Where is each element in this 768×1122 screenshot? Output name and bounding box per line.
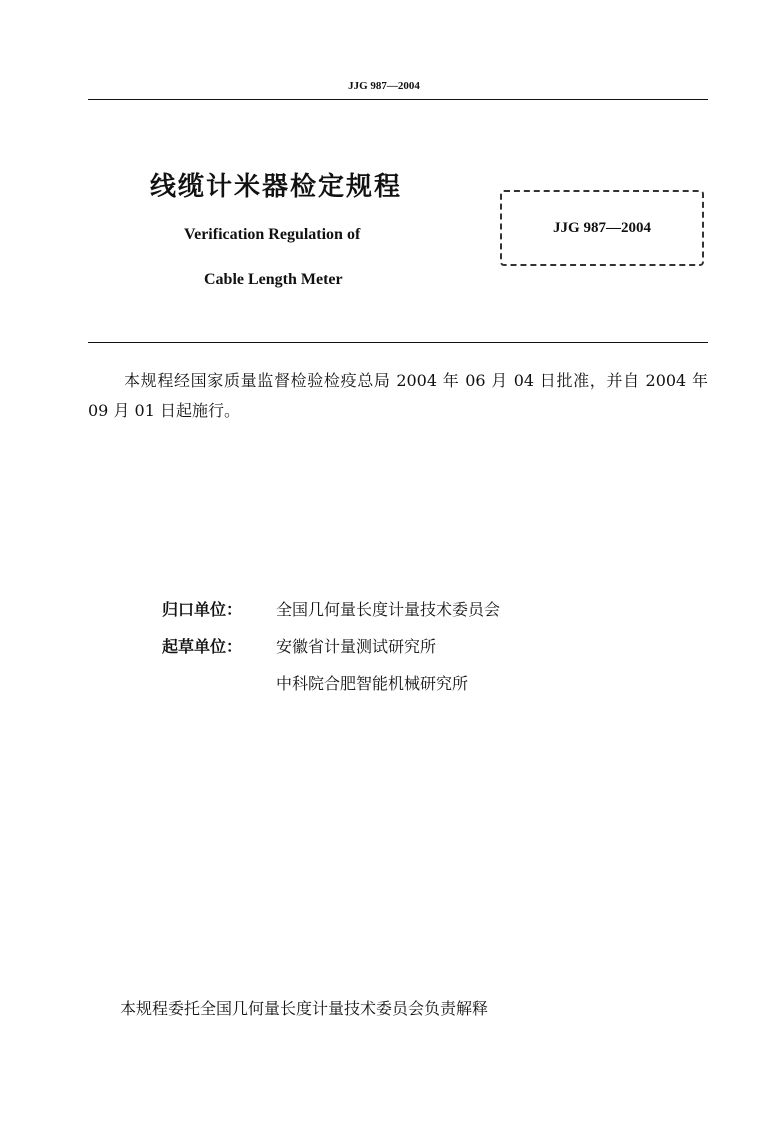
drafting-unit-label: 起草单位：: [162, 637, 243, 656]
regulation-code: JJG 987—2004: [553, 219, 651, 236]
regulation-code-box: [500, 190, 704, 266]
approval-statement: 本规程经国家质量监督检验检疫总局 2004 年 06 月 04 日批准，并自 2004 年 09 月 01 日起施行。: [88, 371, 708, 420]
english-title-line-1: Verification Regulation of: [184, 226, 361, 243]
title-rule: [88, 342, 708, 343]
english-title-line-2: Cable Length Meter: [204, 271, 343, 288]
chinese-title: 线缆计米器检定规程: [150, 172, 403, 202]
document-code-header: JJG 987—2004: [348, 80, 420, 92]
header-rule: [88, 99, 708, 100]
drafting-unit-2: 中科院合肥智能机械研究所: [276, 674, 469, 693]
responsible-unit-label: 归口单位：: [162, 600, 243, 619]
responsible-unit: 全国几何量长度计量技术委员会: [276, 600, 501, 619]
drafting-unit-1: 安徽省计量测试研究所: [276, 637, 437, 656]
interpretation-note: 本规程委托全国几何量长度计量技术委员会负责解释: [120, 999, 489, 1018]
